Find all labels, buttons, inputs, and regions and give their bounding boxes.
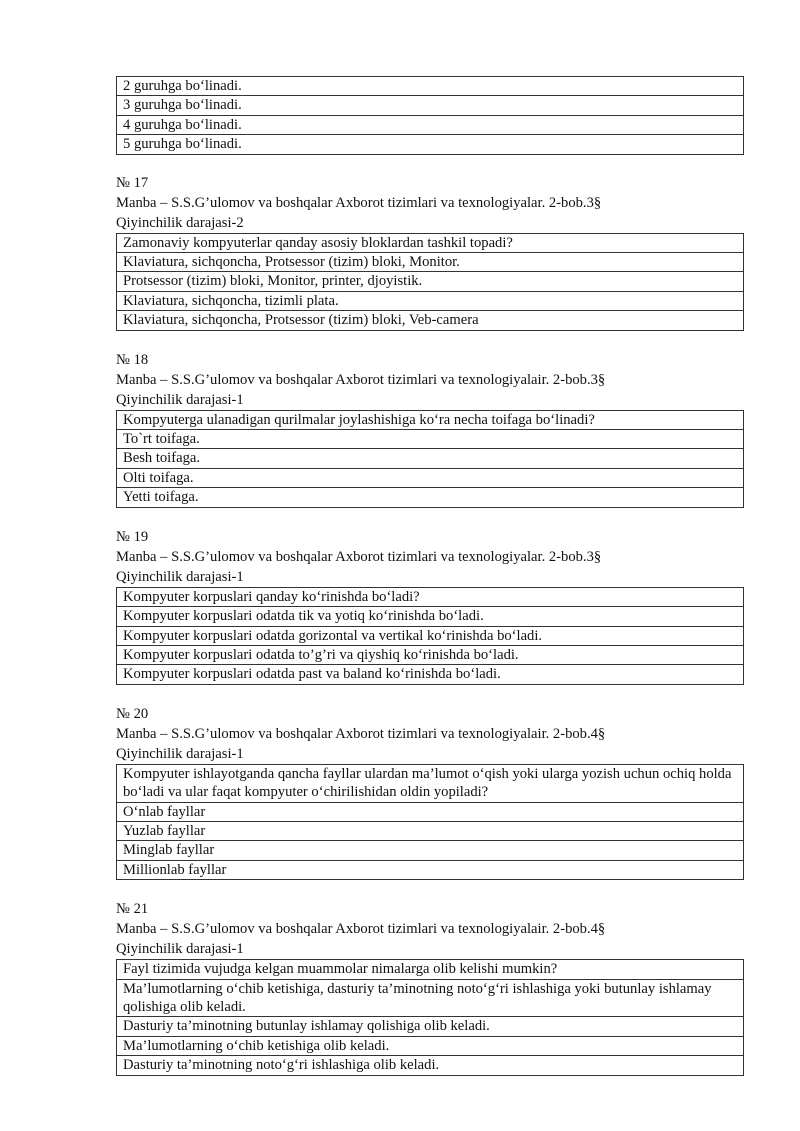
answer-cell: Kompyuter korpuslari odatda tik va yotiq ko‘rinishda bo‘ladi. (117, 607, 744, 626)
answer-cell: Ma’lumotlarning o‘chib ketishiga olib keladi. (117, 1036, 744, 1055)
question-table (116, 233, 744, 331)
table-row (117, 860, 744, 879)
table-row (117, 587, 744, 606)
answer-cell: Millionlab fayllar (117, 860, 744, 879)
answer-cell: To`rt toifaga. (117, 430, 744, 449)
table-row (117, 449, 744, 468)
question-number: № 17 (116, 174, 149, 191)
answer-cell: Olti toifaga. (117, 468, 744, 487)
question-block-19 (116, 527, 744, 685)
question-number: № 21 (116, 901, 149, 918)
question-block-18 (116, 350, 744, 508)
answer-cell: Dasturiy ta’minotning butunlay ishlamay qolishiga olib keladi. (117, 1017, 744, 1036)
question-source: Manba – S.S.G’ulomov va boshqalar Axborot tizimlari va texnologiyalar. 2-bob.3§ (116, 548, 602, 565)
question-text: Kompyuter ishlayotganda qancha fayllar ulardan ma’lumot o‘qish yoki ularga yozish uchun ochiq holda bo‘ladi va ular faqat kompyuter o‘chirilishidan oldin yopiladi? (117, 764, 744, 802)
question-block-20 (116, 704, 744, 880)
answer-cell: Dasturiy ta’minotning noto‘g‘ri ishlashiga olib keladi. (117, 1056, 744, 1075)
table-row (117, 626, 744, 645)
question-source: Manba – S.S.G’ulomov va boshqalar Axborot tizimlari va texnologiyalair. 2-bob.3§ (116, 371, 606, 388)
answer-cell: 5 guruhga bo‘linadi. (117, 135, 744, 154)
question-source: Manba – S.S.G’ulomov va boshqalar Axborot tizimlari va texnologiyalair. 2-bob.4§ (116, 921, 606, 938)
answer-cell: 2 guruhga bo‘linadi. (117, 77, 744, 96)
answer-cell: Ma’lumotlarning o‘chib ketishiga, dasturiy ta’minotning noto‘g‘ri ishlashiga yoki butunlay ishlamay qolishiga olib keladi. (117, 979, 744, 1017)
question-block-21 (116, 899, 744, 1075)
question-block-17 (116, 173, 744, 331)
question-difficulty: Qiyinchilik darajasi-1 (116, 745, 244, 762)
table-row (117, 77, 744, 96)
table-row (117, 291, 744, 310)
question-text: Kompyuterga ulanadigan qurilmalar joylashishiga ko‘ra necha toifaga bo‘linadi? (117, 410, 744, 429)
answer-cell: 3 guruhga bo‘linadi. (117, 96, 744, 115)
table-row (117, 430, 744, 449)
answer-cell: Klaviatura, sichqoncha, Protsessor (tizim) bloki, Monitor. (117, 253, 744, 272)
answer-cell: Yetti toifaga. (117, 488, 744, 507)
table-row (117, 410, 744, 429)
table-row (117, 960, 744, 979)
table-row (117, 96, 744, 115)
table-row (117, 979, 744, 1017)
question-number: № 20 (116, 705, 149, 722)
table-row (117, 802, 744, 821)
question-number: № 19 (116, 528, 149, 545)
table-row (117, 311, 744, 330)
question-source: Manba – S.S.G’ulomov va boshqalar Axborot tizimlari va texnologiyalar. 2-bob.3§ (116, 194, 602, 211)
answer-cell: Klaviatura, sichqoncha, tizimli plata. (117, 291, 744, 310)
table-row (117, 488, 744, 507)
question-difficulty: Qiyinchilik darajasi-1 (116, 391, 244, 408)
table-row (117, 253, 744, 272)
table-row (117, 1036, 744, 1055)
answer-cell: Kompyuter korpuslari odatda to’g’ri va qiyshiq ko‘rinishda bo‘ladi. (117, 645, 744, 664)
table-row (117, 135, 744, 154)
question-number: № 18 (116, 351, 149, 368)
table-row (117, 665, 744, 684)
question-source: Manba – S.S.G’ulomov va boshqalar Axborot tizimlari va texnologiyalair. 2-bob.4§ (116, 725, 606, 742)
answer-table-16 (116, 76, 744, 155)
answer-cell: Besh toifaga. (117, 449, 744, 468)
table-row (117, 1056, 744, 1075)
table-row (117, 115, 744, 134)
table-row (117, 841, 744, 860)
question-difficulty: Qiyinchilik darajasi-1 (116, 568, 244, 585)
document-page (116, 76, 744, 1076)
answer-cell: Yuzlab fayllar (117, 821, 744, 840)
answer-cell: Kompyuter korpuslari odatda past va baland ko‘rinishda bo‘ladi. (117, 665, 744, 684)
table-row (117, 1017, 744, 1036)
question-text: Fayl tizimida vujudga kelgan muammolar nimalarga olib kelishi mumkin? (117, 960, 744, 979)
answer-cell: Minglab fayllar (117, 841, 744, 860)
answer-cell: Kompyuter korpuslari odatda gorizontal va vertikal ko‘rinishda bo‘ladi. (117, 626, 744, 645)
table-row (117, 468, 744, 487)
question-difficulty: Qiyinchilik darajasi-1 (116, 941, 244, 958)
question-table (116, 959, 744, 1075)
table-row (117, 272, 744, 291)
question-difficulty: Qiyinchilik darajasi-2 (116, 214, 244, 231)
table-row (117, 645, 744, 664)
answer-cell: Klaviatura, sichqoncha, Protsessor (tizim) bloki, Veb-camera (117, 311, 744, 330)
question-text: Zamonaviy kompyuterlar qanday asosiy bloklardan tashkil topadi? (117, 233, 744, 252)
answer-cell: O‘nlab fayllar (117, 802, 744, 821)
question-table (116, 410, 744, 508)
question-table (116, 587, 744, 685)
table-row (117, 821, 744, 840)
question-table (116, 764, 744, 880)
table-row (117, 233, 744, 252)
table-row (117, 764, 744, 802)
answer-cell: 4 guruhga bo‘linadi. (117, 115, 744, 134)
table-row (117, 607, 744, 626)
answer-cell: Protsessor (tizim) bloki, Monitor, printer, djoyistik. (117, 272, 744, 291)
question-text: Kompyuter korpuslari qanday ko‘rinishda bo‘ladi? (117, 587, 744, 606)
